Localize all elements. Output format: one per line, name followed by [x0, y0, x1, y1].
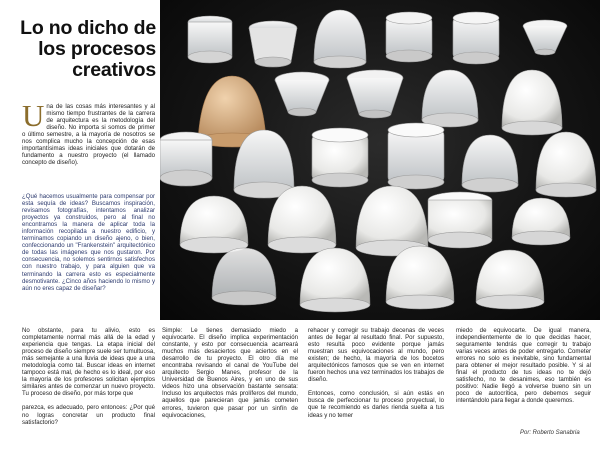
body-paragraph: No obstante, para tu alivio, esto es completamente normal más allá de la edad y experiencia que tengas. La etapa inicial del proceso de diseño siempre suele ser tumultuosa, más semejante a una lluvia de ideas que a una metodología como tal. Buscar ideas en internet tampoco está mal, de hecho es lo ideal, por eso la mayoría de los profesores solicitan ejemplos similares antes de comenzar un nuevo proyecto. Tu proceso de diseño, por más torpe que [22, 327, 155, 398]
body-column-2 [162, 327, 298, 426]
intro-text: na de las cosas más interesantes y al mismo tiempo frustrantes de la carrera de arquitectura es la metodología del diseño. No importa si somos de primer o último semestre, a la mayoría de nosotros se nos complica mucho la concepción de esas importantísimas ideas iniciales que dotarán de fundamento a nuestro proyecto (el llamado concepto de diseño). [22, 103, 155, 167]
model-row-5 [212, 246, 544, 312]
model-row-4 [180, 186, 570, 256]
model-row-1 [188, 10, 567, 68]
intro-paragraph [22, 98, 155, 167]
drop-cap: U [22, 98, 45, 133]
title-line: Lo no dicho de [20, 17, 156, 39]
question-paragraph: ¿Qué hacemos usualmente para compensar por esta sequía de ideas? Buscamos inspiración, revisamos fotografías, intentamos analizar proyectos ya construidos, pero al final no encontramos la manera de aplicar toda la información recopilada a nuestro edificio, y terminamos copiando un diseño ajeno, o bien, confeccionando un "Frankenstein" arquitectónico de todas las imágenes que nos gustaron. Por consecuencia, no solemos sentirnos satisfechos con nuestro trabajo, y para alguien que va terminando la carrera esto es especialmente desmotivante. ¿Cinco años haciendo lo mismo y aún no eres capaz de diseñar? [22, 193, 155, 292]
body-column-3 [308, 327, 444, 426]
body-paragraph: miedo de equivocarte. De igual manera, independientemente de lo que decidas hacer, seguramente tendrás que corregir tu trabajo varias veces antes de poder entregarlo. Cometer errores no solo es inevitable, sino fundamental para obtener el mejor resultado posible. Y si al final el producto de tus ideas no te dejó satisfecho, no te desanimes, eso también es positivo: Nadie llegó a volverse bueno sin un poco de autocrítica, pero debemos seguir intentándolo para llegar a donde queremos. [456, 327, 591, 405]
body-column-4 [456, 327, 591, 412]
title-line: los procesos [38, 38, 156, 60]
title-line: creativos [72, 59, 156, 81]
body-paragraph: Simple: Le tienes demasiado miedo a equivocarte. El diseño implica experimentación constante, y esto por consecuencia acarreará muchos más desaciertos que aciertos en el desarrollo de tu proyecto. El otro día me encontraba revisando el canal de YouTube del arquitecto Sergio Manes, profesor de la Universidad de Buenos Aires, y en uno de sus videos hizo una observación bastante sensata: Incluso los arquitectos más prolíferos del mundo, aquellos que parecieran que jamás cometen errores, tuvieron que pasar por un sinfín de equivocaciones, [162, 327, 298, 419]
architectural-models-photo [160, 0, 600, 320]
body-paragraph: parezca, es adecuado, pero entonces: ¿Por qué no logras concretar un producto final satisfactorio? [22, 404, 155, 426]
body-paragraph: Entonces, como conclusión, si aún estás en busca de perfeccionar tu proceso proyectual, lo que te recomiendo es darles rienda suelta a tus ideas y no temer [308, 390, 444, 419]
author-byline: Por: Roberto Sanabria [520, 430, 580, 436]
body-paragraph: rehacer y corregir su trabajo decenas de veces antes de llegar al resultado final. Por supuesto, esto resulta poco evidente porque jamás muestran sus equivocaciones al mundo, pero existen; de hecho, la mayoría de los bocetos arquitectónicos famosos que se ven en internet fueron hechos una vez terminados los trabajos de diseño. [308, 327, 444, 384]
body-column-1 [22, 327, 155, 433]
models-illustration [160, 0, 600, 320]
article-title [10, 18, 156, 81]
